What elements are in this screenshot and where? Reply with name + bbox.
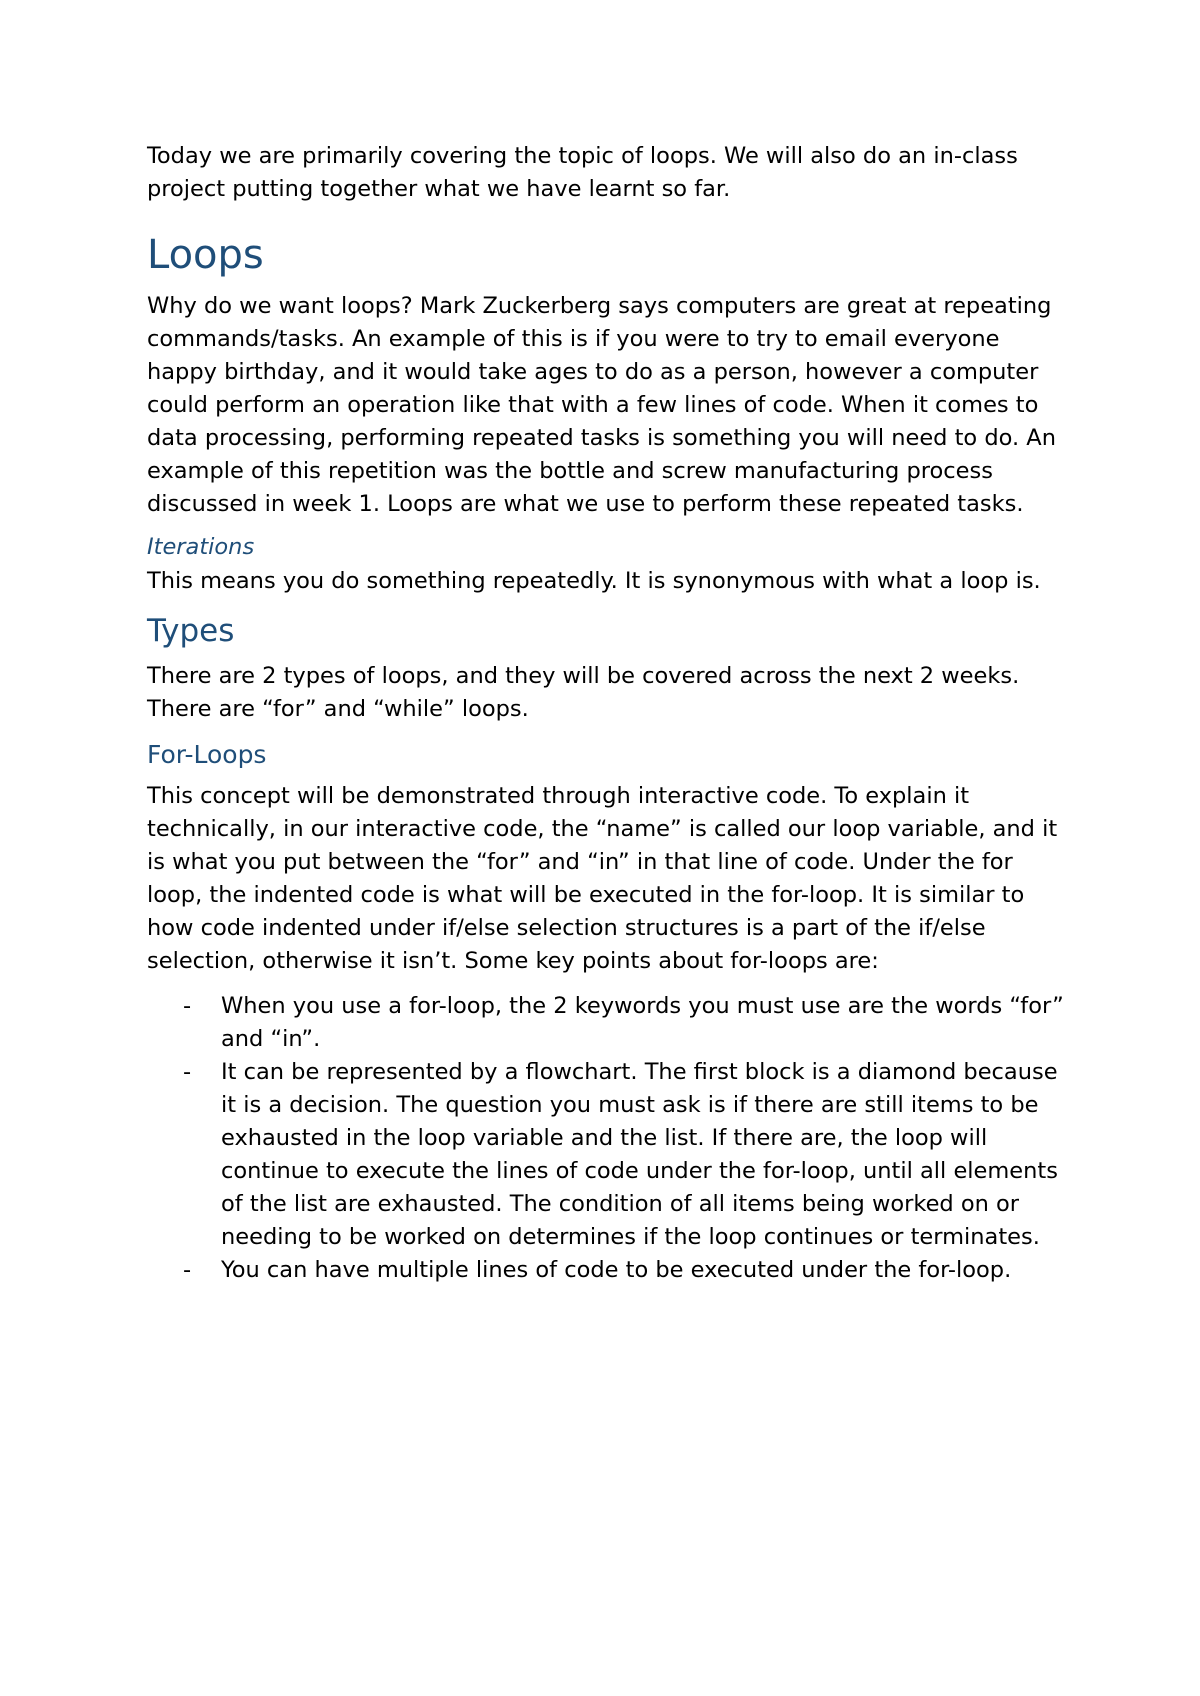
list-item [147, 1254, 1067, 1287]
list-item [147, 990, 1067, 1056]
intro-paragraph: Today we are primarily covering the topic of loops. We will also do an in-class project putting together what we have learnt so far. [147, 143, 1018, 202]
bullet-dash: - [183, 1257, 192, 1283]
for-loops-paragraph: This concept will be demonstrated through interactive code. To explain it technically, in our interactive code, the “name” is called our loop variable, and it is what you put between the “for” and “in” in that line of code. Under the for loop, the indented code is what will be executed in the for-loop. It is similar to how code indented under if/else selection structures is a part of the if/else selection, otherwise it isn’t. Some key points about for-loops are: [147, 783, 1058, 974]
types-heading: Types [147, 613, 235, 649]
loops-heading: Loops [147, 232, 264, 278]
iterations-paragraph: This means you do something repeatedly. It is synonymous with what a loop is. [147, 568, 1041, 594]
bullet-dash: - [183, 1059, 192, 1085]
list-item-text: It can be represented by a flowchart. The first block is a diamond because it is a decision. The question you must ask is if there are still items to be exhausted in the loop variable and the list. If there are, the loop will continue to execute the lines of code under the for-loop, until all elements of the list are exhausted. The condition of all items being worked on or needing to be worked on determines if the loop continues or terminates. [221, 1059, 1058, 1250]
list-item-text: When you use a for-loop, the 2 keywords you must use are the words “for” and “in”. [221, 993, 1064, 1052]
bullet-dash: - [183, 993, 192, 1019]
list-item-text: You can have multiple lines of code to be executed under the for-loop. [221, 1257, 1012, 1283]
key-points-list [147, 990, 1067, 1287]
document-page [147, 140, 1067, 1287]
types-paragraph: There are 2 types of loops, and they will be covered across the next 2 weeks. There are “for” and “while” loops. [147, 663, 1020, 722]
for-loops-heading: For-Loops [147, 740, 267, 769]
list-item [147, 1056, 1067, 1254]
loops-paragraph: Why do we want loops? Mark Zuckerberg says computers are great at repeating commands/tasks. An example of this is if you were to try to email everyone happy birthday, and it would take ages to do as a person, however a computer could perform an operation like that with a few lines of code. When it comes to data processing, performing repeated tasks is something you will need to do. An example of this repetition was the bottle and screw manufacturing process discussed in week 1. Loops are what we use to perform these repeated tasks. [147, 293, 1056, 517]
iterations-heading: Iterations [147, 534, 255, 560]
